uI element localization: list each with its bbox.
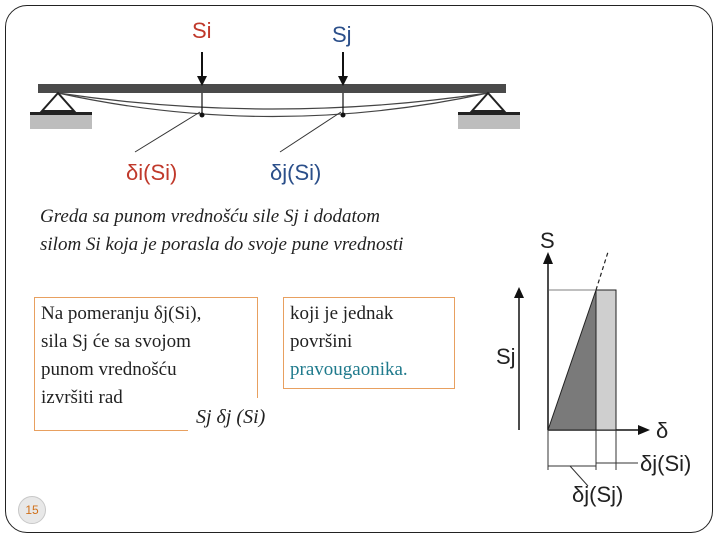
work-rectangle: [596, 290, 616, 430]
caption-line-1: Greda sa punom vrednošću sile Sj i dodatom: [40, 206, 381, 227]
work-triangle: [548, 290, 596, 430]
force-level-label: Sj: [496, 344, 516, 369]
box-right-line-1: koji je jednak: [290, 303, 394, 324]
work-axis-x-label: δ: [656, 418, 669, 443]
work-axis-y-label: S: [540, 228, 555, 253]
caption-line-2: silom Si koja je porasla do svoje pune vrednosti: [40, 234, 404, 255]
force-label-i: Si: [192, 18, 212, 43]
page-number: 15: [18, 496, 46, 524]
delta-ji-label: δj(Si): [640, 451, 692, 476]
box-right-line-3: pravougaonika.: [290, 359, 408, 380]
deflection-label-ji: δj(Si): [270, 160, 322, 185]
delta-jj-label: δj(Sj): [572, 482, 624, 507]
box-left-line-4: izvršiti rad: [41, 387, 123, 408]
box-left-line-3: punom vrednošću: [41, 359, 177, 380]
box-right-line-2: površini: [290, 331, 353, 352]
force-level-arrow-head: [514, 287, 524, 298]
work-extension: [596, 252, 608, 290]
work-formula-text: Sj δj (Si): [196, 406, 266, 428]
box-left-line-2: sila Sj će sa svojom: [41, 331, 191, 352]
box-left-line-1: Na pomeranju δj(Si),: [41, 303, 202, 324]
force-label-j: Sj: [332, 22, 352, 47]
work-axis-x-head: [638, 425, 650, 435]
deflection-label-ii: δi(Si): [126, 160, 178, 185]
